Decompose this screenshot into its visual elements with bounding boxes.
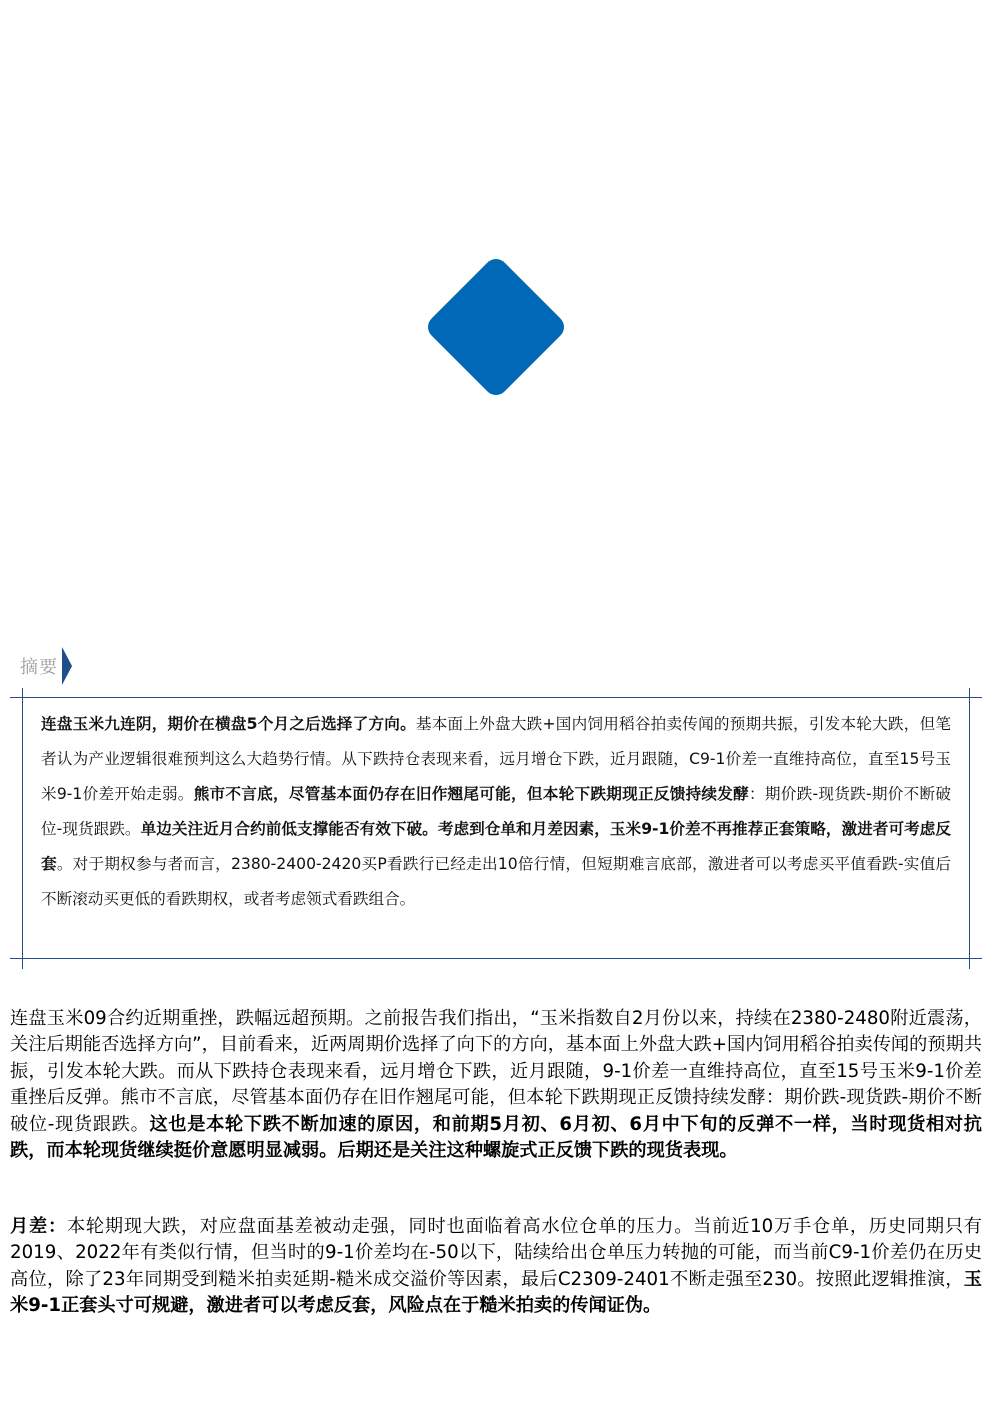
summary-right-border [969, 688, 970, 969]
body-paragraph-1 [10, 1006, 982, 1164]
summary-top-border [10, 697, 982, 698]
summary-text-1: 基本面上外盘大跌+国内饲用稻谷拍卖传闻的预期共振，引发本轮大跌，但笔者认为产业逻辑很难预判这么大趋势行情。从下跌持仓表现来看，远月增仓下跌，近月跟随，C9-1价差一直维持高位，直至15号玉米9-1价差开始走弱。 [41, 715, 951, 803]
summary-bold-2: 熊市不言底，尽管基本面仍存在旧作翘尾可能，但本轮下跌期现正反馈持续发酵 [193, 785, 750, 803]
summary-bottom-border [10, 958, 982, 959]
summary-bold-1: 连盘玉米九连阴，期价在横盘5个月之后选择了方向。 [41, 715, 416, 733]
paragraph-2-bold: 玉米9-1正套头寸可规避，激进者可以考虑反套，风险点在于糙米拍卖的传闻证伪。 [10, 1268, 982, 1317]
abstract-label: 摘要 [20, 657, 58, 678]
summary-text-2: ：期价跌-现货跌-期价不断破位-现货跟跌。 [41, 785, 951, 838]
summary-text [41, 707, 951, 917]
paragraph-2-text: 本轮期现大跌，对应盘面基差被动走强，同时也面临着高水位仓单的压力。当前近10万手仓单，历史同期只有2019、2022年有类似行情，但当时的9-1价差均在-50以下，陆续给出仓单压力转抛的可能，而当前C9-1价差仍在历史高位，除了23年同期受到糙米拍卖延期-糙米成交溢价等因素，最后C2309-2401不断走强至230。按照此逻辑推演， [10, 1216, 982, 1290]
abstract-heading [20, 650, 72, 682]
body-paragraph-2 [10, 1214, 982, 1320]
chevron-right-icon [62, 647, 72, 685]
paragraph-1-text: 连盘玉米09合约近期重挫，跌幅远超预期。之前报告我们指出，“玉米指数自2月份以来，持续在2380-2480附近震荡，关注后期能否选择方向”，目前看来，近两周期价选择了向下的方向，基本面上外盘大跌+国内饲用稻谷拍卖传闻的预期共振，引发本轮大跌。而从下跌持仓表现来看，远月增仓下跌，近月跟随，9-1价差一直维持高位，直至15号玉米9-1价差重挫后反弹。熊市不言底，尽管基本面仍存在旧作翘尾可能，但本轮下跌期现正反馈持续发酵：期价跌-现货跌-期价不断破位-现货跟跌。 [10, 1008, 982, 1135]
summary-left-border [22, 688, 23, 969]
blue-diamond-logo-icon [424, 255, 568, 399]
paragraph-1-bold: 这也是本轮下跌不断加速的原因，和前期5月初、6月初、6月中下旬的反弹不一样，当时现货相对抗跌，而本轮现货继续挺价意愿明显减弱。后期还是关注这种螺旋式正反馈下跌的现货表现。 [10, 1113, 982, 1162]
summary-bold-3: 单边关注近月合约前低支撑能否有效下破。考虑到仓单和月差因素，玉米9-1价差不再推荐正套策略，激进者可考虑反套 [41, 820, 951, 873]
summary-text-3: 。对于期权参与者而言，2380-2400-2420买P看跌行已经走出10倍行情，但短期难言底部，激进者可以考虑买平值看跌-实值后不断滚动买更低的看跌期权，或者考虑领式看跌组合。 [41, 855, 951, 908]
paragraph-2-lead: 月差： [10, 1216, 67, 1237]
